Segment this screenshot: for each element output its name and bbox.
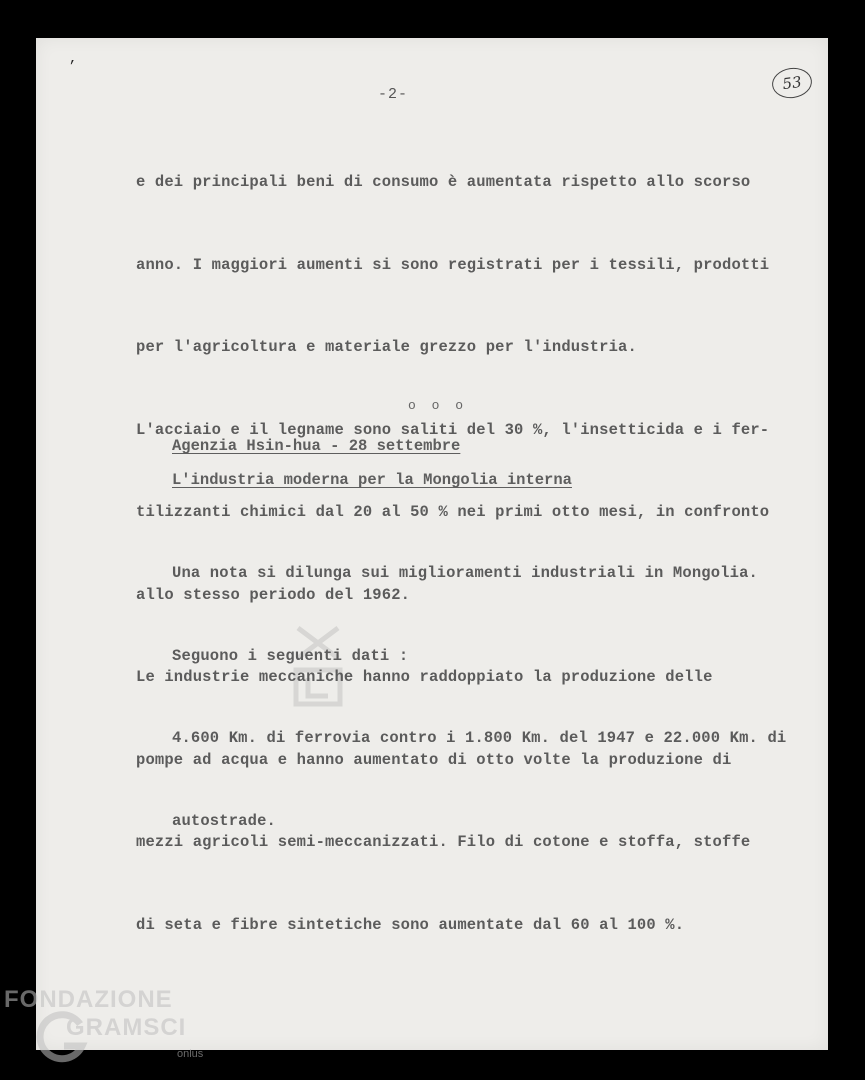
article-body bbox=[172, 505, 832, 863]
body-line: pompe ad acqua e hanno aumentato di otto volte la produzione di bbox=[136, 750, 732, 769]
body-line: Le industrie meccaniche hanno raddoppiato la produzione delle bbox=[136, 668, 713, 686]
body-line: allo stesso periodo del 1962. bbox=[136, 585, 411, 604]
body-line: mezzi agricoli semi-meccanizzati. Filo di cotone e stoffa, stoffe bbox=[136, 833, 751, 851]
body-line: per l'agricoltura e materiale grezzo per l'industria. bbox=[136, 338, 637, 356]
logo-text-line2: GRAMSCI bbox=[66, 1014, 187, 1041]
article-line: Una nota si dilunga sui miglioramenti industriali in Mongolia. bbox=[172, 564, 758, 582]
article-line: Seguono i seguenti dati : bbox=[172, 646, 409, 665]
ink-mark: ’ bbox=[68, 59, 77, 75]
body-line: anno. I maggiori aumenti si sono registrati per i tessili, prodotti bbox=[136, 255, 770, 274]
folio-number: 53 bbox=[770, 65, 814, 100]
body-line: e dei principali beni di consumo è aumentata rispetto allo scorso bbox=[136, 173, 751, 191]
article-line: autostrade. bbox=[172, 811, 276, 830]
body-line: di seta e fibre sintetiche sono aumentate dal 60 al 100 %. bbox=[136, 915, 685, 934]
page-number: -2- bbox=[378, 86, 409, 103]
agency-heading: Agenzia Hsin-hua - 28 settembre bbox=[172, 437, 461, 455]
fondazione-gramsci-logo bbox=[4, 986, 219, 1066]
section-separator: o o o bbox=[408, 398, 468, 413]
body-line: L'acciaio e il legname sono saliti del 30 %, l'insetticida e i fer- bbox=[136, 420, 770, 439]
body-line: tilizzanti chimici dal 20 al 50 % nei primi otto mesi, in confronto bbox=[136, 503, 770, 521]
logo-text-line1: FONDAZIONE bbox=[4, 986, 173, 1013]
article-line: 4.600 Km. di ferrovia contro i 1.800 Km. del 1947 e 22.000 Km. di bbox=[172, 729, 787, 747]
logo-text-line3: onlus bbox=[177, 1048, 204, 1060]
article-title: L'industria moderna per la Mongolia interna bbox=[172, 471, 572, 489]
